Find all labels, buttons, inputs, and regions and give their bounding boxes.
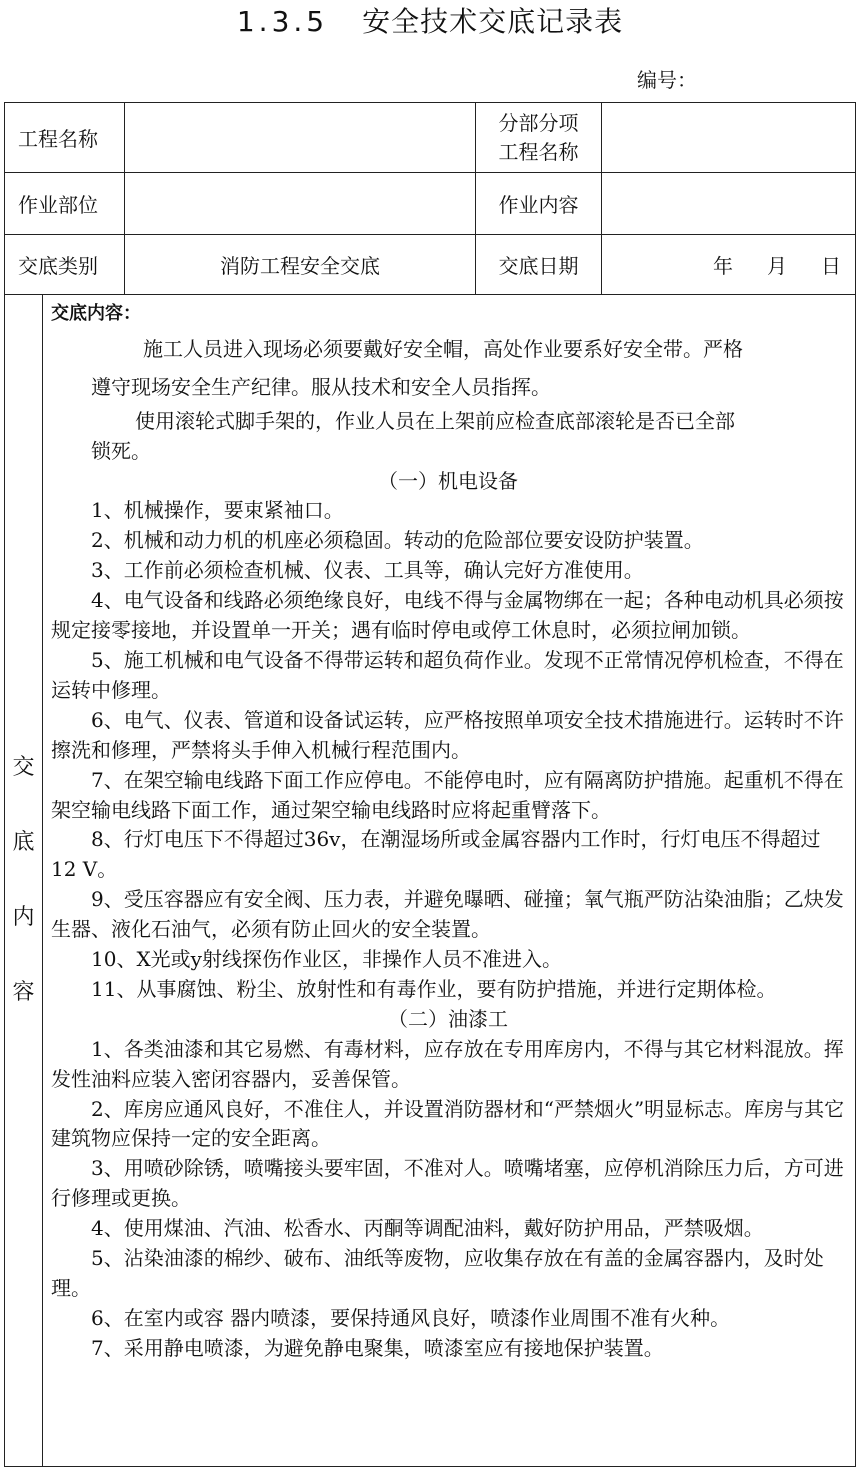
intro-line-2b: 锁死。 <box>91 438 151 463</box>
list-item: 10、X光或y射线探伤作业区，非操作人员不准进入。 <box>91 947 562 972</box>
list-item: 1、机械操作，要束紧袖口。 <box>91 498 344 523</box>
briefing-type-value[interactable]: 消防工程安全交底 <box>125 235 476 295</box>
intro-line-1a: 施工人员进入现场必须要戴好安全帽，高处作业要系好安全带。严格 <box>143 336 743 361</box>
side-char-1: 交 <box>12 755 35 780</box>
briefing-type-label: 交底类别 <box>5 235 125 295</box>
list-item: 8、行灯电压下不得超过36v，在潮湿场所或金属容器内工作时，行灯电压不得超过12 V。 <box>51 827 821 882</box>
list-item: 3、工作前必须检查机械、仪表、工具等，确认完好方准使用。 <box>91 558 644 583</box>
briefing-date-label: 交底日期 <box>476 235 602 295</box>
list-item: 6、在室内或容 器内喷漆，要保持通风良好，喷漆作业周围不准有火种。 <box>91 1305 731 1330</box>
list-item: 2、库房应通风良好，不准住人，并设置消防器材和“严禁烟火”明显标志。库房与其它建筑物应保持一定的安全距离。 <box>51 1096 845 1151</box>
title-text: 安全技术交底记录表 <box>362 5 624 38</box>
work-location-label: 作业部位 <box>5 173 125 235</box>
doc-number-label: 编号： <box>637 68 697 92</box>
intro-line-1b: 遵守现场安全生产纪律。服从技术和安全人员指挥。 <box>91 374 551 399</box>
row-content <box>5 295 856 1467</box>
side-char-3: 内 <box>12 905 35 930</box>
list-item: 1、各类油漆和其它易燃、有毒材料，应存放在专用库房内，不得与其它材料混放。挥发性油料应装入密闭容器内，妥善保管。 <box>51 1036 844 1091</box>
list-item: 6、电气、仪表、管道和设备试运转，应严格按照单项安全技术措施进行。运转时不许擦洗和修理，严禁将头手伸入机械行程范围内。 <box>51 707 844 762</box>
sub-project-value[interactable] <box>602 103 856 173</box>
section-number: 1.3.5 <box>236 5 329 38</box>
date-month: 月 <box>767 254 787 278</box>
list-item: 4、电气设备和线路必须绝缘良好，电线不得与金属物绑在一起；各种电动机具必须按规定接零接地，并设置单一开关；遇有临时停电或停工休息时，必须拉闸加锁。 <box>51 588 844 643</box>
date-year: 年 <box>713 254 733 278</box>
work-location-value[interactable] <box>125 173 476 235</box>
side-char-2: 底 <box>12 830 35 855</box>
section-1-title: （一）机电设备 <box>378 468 518 493</box>
row-project <box>5 103 856 173</box>
work-content-value[interactable] <box>602 173 856 235</box>
section-2-title: （二）油漆工 <box>388 1006 508 1031</box>
list-item: 2、机械和动力机的机座必须稳固。转动的危险部位要安设防护装置。 <box>91 528 704 553</box>
row-location <box>5 173 856 235</box>
sub-project-label-line2: 工程名称 <box>498 139 579 164</box>
list-item: 7、在架空输电线路下面工作应停电。不能停电时，应有隔离防护措施。起重机不得在架空输电线路下面工作，通过架空输电线路时应将起重臂落下。 <box>51 767 844 822</box>
project-name-label: 工程名称 <box>5 103 125 173</box>
intro-line-2a: 使用滚轮式脚手架的，作业人员在上架前应检查底部滚轮是否已全部 <box>135 408 735 433</box>
row-type <box>5 235 856 295</box>
work-content-label: 作业内容 <box>476 173 602 235</box>
list-item: 5、施工机械和电气设备不得带运转和超负荷作业。发现不正常情况停机检查，不得在运转中修理。 <box>51 647 844 702</box>
list-item: 3、用喷砂除锈，喷嘴接头要牢固，不准对人。喷嘴堵塞，应停机消除压力后，方可进行修理或更换。 <box>51 1156 844 1211</box>
list-item: 4、使用煤油、汽油、松香水、丙酮等调配油料，戴好防护用品，严禁吸烟。 <box>91 1216 764 1241</box>
content-heading: 交底内容： <box>51 303 141 324</box>
briefing-form <box>4 102 856 1467</box>
side-char-4: 容 <box>12 980 35 1005</box>
date-day: 日 <box>821 254 841 278</box>
list-item: 9、受压容器应有安全阀、压力表，并避免曝晒、碰撞；氧气瓶严防沾染油脂；乙炔发生器、液化石油气，必须有防止回火的安全装置。 <box>51 887 844 942</box>
list-item: 11、从事腐蚀、粉尘、放射性和有毒作业，要有防护措施，并进行定期体检。 <box>91 976 777 1001</box>
briefing-content <box>43 295 856 1467</box>
sub-project-label <box>476 103 602 173</box>
list-item: 5、沾染油漆的棉纱、破布、油纸等废物，应收集存放在有盖的金属容器内，及时处理。 <box>51 1246 824 1300</box>
list-item: 7、采用静电喷漆，为避免静电聚集，喷漆室应有接地保护装置。 <box>91 1335 664 1360</box>
project-name-value[interactable] <box>125 103 476 173</box>
content-side-label <box>5 295 43 1467</box>
page-title <box>0 2 860 42</box>
briefing-date-value[interactable] <box>602 235 856 295</box>
sub-project-label-line1: 分部分项 <box>498 110 579 135</box>
